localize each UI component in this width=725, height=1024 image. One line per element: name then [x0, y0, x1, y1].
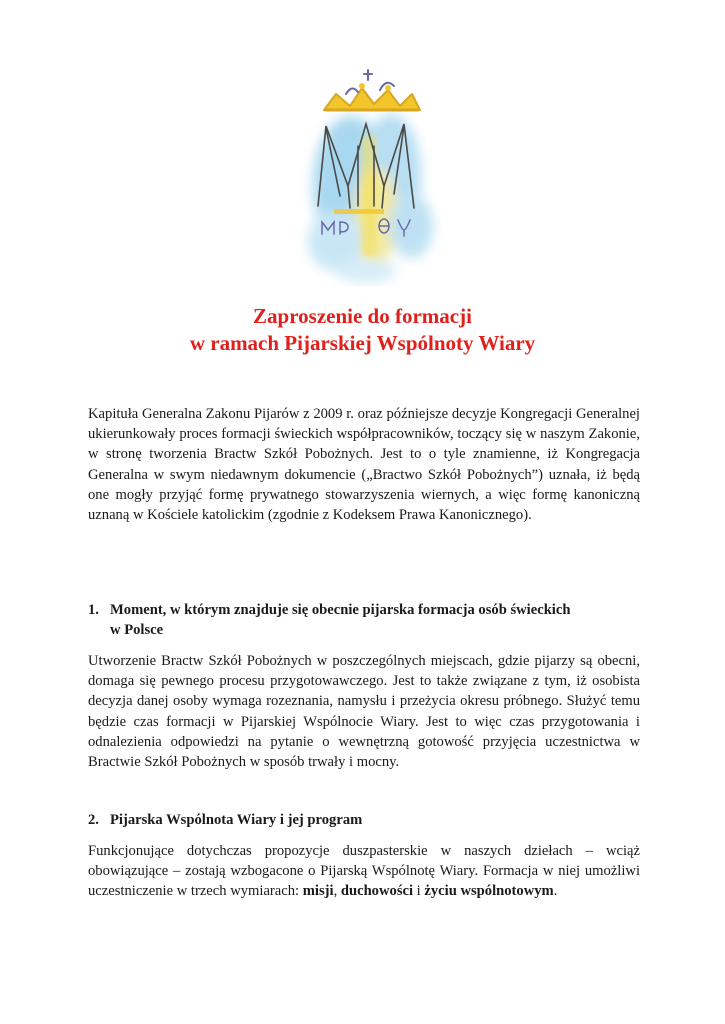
section-1-paragraph: Utworzenie Bractw Szkół Pobożnych w poszczególnych miejscach, gdzie pijarzy są obecni, domaga się pewnego procesu przygotowawczego. Jest to także związane z tym, iż osobista decyzja danej osoby wymaga rozeznania, namysłu i przeżycia okresu próbnego. Służyć temu będzie czas formacji w Pijarskiej Wspólnocie Wiary. Jest to więc czas przygotowania i odnalezienia odpowiedzi na pytanie o wewnętrzną gotowość przyjęcia uczestnictwa w Bractwie Szkół Pobożnych w sposób trwały i mocny.: [88, 653, 640, 771]
section-1-heading-line-1: Moment, w którym znajduje się obecnie pijarska formacja osób świeckich: [110, 602, 571, 618]
section-2-heading-text: Pijarska Wspólnota Wiary i jej program: [110, 812, 363, 828]
title-line-1: Zaproszenie do formacji: [253, 304, 472, 328]
dimension-mission: misji: [302, 883, 334, 900]
section-2-paragraph: [88, 841, 640, 902]
piarist-logo-image: [296, 66, 446, 286]
section-1-number: 1.: [88, 602, 99, 618]
title-line-2: w ramach Pijarskiej Wspólnoty Wiary: [189, 331, 536, 355]
separator-1: ,: [333, 883, 341, 900]
dimension-community-life: życiu wspólnotowym: [424, 883, 554, 900]
intro-paragraph: Kapituła Generalna Zakonu Pijarów z 2009 r. oraz późniejsze decyzje Kongregacji Generalnej ukierunkowały proces formacji świeckich współpracowników, toczący się w naszym Zakonie, w stronę tworzenia Bractw Szkół Pobożnych. Jest to o tyle znamienne, iż Kongregacja Generalna w swym niedawnym dokumencie („Bractwo Szkół Pobożnych”) uznała, iż będą one mogły przyjąć formę prywatnego stowarzyszenia wiernych, a więc formę kanoniczną uznaną w Kościele katolickim (zgodnie z Kodeksem Prawa Kanonicznego).: [88, 406, 640, 524]
document-title: [0, 303, 725, 357]
section-2-body-intro: Funkcjonujące dotychczas propozycje duszpasterskie w naszych dziełach – wciąż obowiązujące – zostają wzbogacone o Pijarską Wspólnotę Wiary. Formacja w niej umożliwi uczestniczenie w trzech wymiarach:: [88, 843, 640, 900]
dimension-spirituality: duchowości: [340, 883, 414, 900]
monogram-box: [334, 209, 384, 214]
paragraph-end: .: [553, 883, 558, 900]
section-1-heading-line-2: w Polsce: [110, 622, 164, 639]
crown-icon: [324, 70, 420, 110]
separator-2: i: [413, 883, 425, 900]
section-1-heading: [88, 600, 640, 640]
section-2-heading: [88, 810, 640, 830]
section-2-number: 2.: [88, 812, 99, 828]
